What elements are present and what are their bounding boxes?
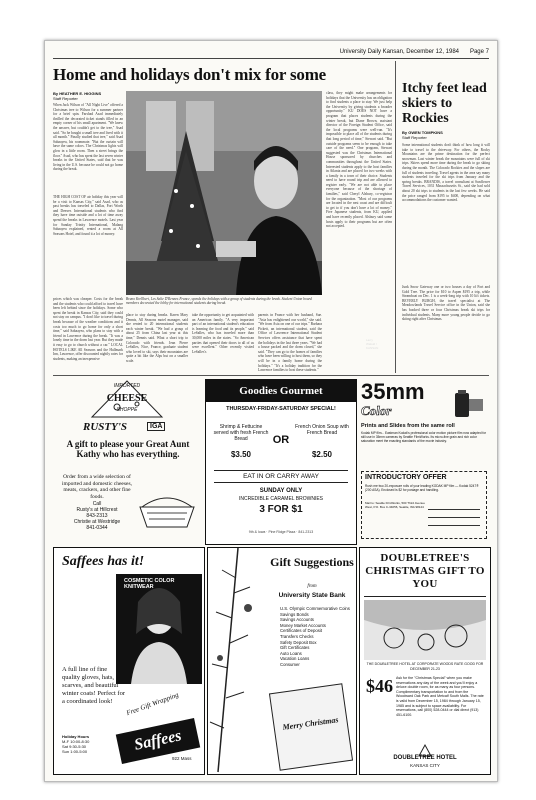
story-column-6: class, they might make arrangements for holidays that the University has an obligation to find students a place to stay. We just help the University by giving students a broader opportunity." KU DOES NOT have a program that places students during the winter break, but Diane Brown, assistant director of the Foreign Student Office, said the local programs were well-run. "It's impossible to place all of the students during that long period of time," Stewart said. "But outside programs seem to be enough to take care of the need." One program, Stewart suggested was the Christmas International House sponsored by churches and communities throughout the United States. Interested students apply to the host families in Atlanta and are placed for two weeks with a family in a town of their choice. Students need to have round trip and are allowed to register early. "We are not able to place everyone because of the shortage of families," said Cheryl Alsbury, co-registrar for the organization. "Most of our programs are located in the east coast and are difficult to get to if you don't have a lot of money." Five Japanese students, from KU, applied and have recently placed. Alsbury said some hosts apply to their programs but are often not accepted.: [326, 91, 392, 229]
saffees-free: Free Gift Wrapping: [125, 690, 180, 718]
main-byline: [53, 91, 123, 101]
cheese-headline: A gift to please your Great Aunt Kathy who has everything.: [66, 439, 190, 459]
goodies-item1: Shrimp & Fettucine served with fresh French Bread: [213, 424, 269, 442]
photo-caption: Bruno Krellbert, Les Salte D'Rennes France, spends the holidays with a group of students during the break. Student Union board members decorated the lobby for international students during break.: [126, 297, 312, 306]
goodies-address: 9th & Iowa · Pine Ridge Plaza · 841-2313: [248, 530, 314, 534]
byline-author: By HEATHER E. HIGGINS: [53, 91, 102, 96]
doubletree-title: DOUBLETREE'S CHRISTMAS GIFT TO YOU: [364, 552, 486, 597]
side-headline: Itchy feet lead skiers to Rockies: [402, 81, 487, 126]
bank-item: Gift Certificates: [280, 645, 310, 651]
bank-ad: [207, 547, 357, 775]
goodies-gourmet-ad: [205, 379, 357, 545]
iga-logo: IGA: [147, 422, 165, 431]
saffees-hours: [62, 734, 112, 754]
bank-items: [280, 606, 354, 668]
pine-branches-illustration: [208, 548, 272, 772]
film-tagline: Prints and Slides from the same roll: [361, 423, 455, 429]
bank-item: U.S. Olympic Commemorative Coins: [280, 606, 350, 611]
film-offer-body: Rush me two 20-exposure rolls of your leading KODAK MP film — Kodak 5247® (200 ASA). Enclosed is $2 for postage and handling.: [365, 484, 479, 492]
film-offer-title: INTRODUCTORY OFFER: [365, 474, 447, 481]
form-line-name[interactable]: [428, 502, 480, 510]
form-line-address[interactable]: [428, 510, 480, 518]
story-column-5: parents in France with her husband, Sue. "Asia has enlightened our world," she said. "We from Asia on one of our trips." Barbara Pickett, an international student, said the Office of Lawrence International Student Services offers assistance that have spent the holidays in the last three years. "We had a house packed and the dorm closed," she said. "They can go to the homes of families who have been willing to host them, so they will be in a family home during the holidays." "It's a holiday tradition for the Lawrence families to host these students.": [258, 313, 322, 373]
cheese-name: CHEESE: [106, 393, 148, 404]
header-page-number: Page 7: [469, 49, 489, 55]
doubletree-city: KANSAS CITY: [410, 763, 440, 768]
film-ad: [359, 379, 489, 543]
newspaper-page: [44, 40, 498, 782]
side-byline-role: Staff Reporter: [402, 135, 427, 140]
saffees-ad: [53, 547, 205, 775]
goodies-item2: French Onion Soup with French Bread: [295, 424, 349, 436]
bank-item: Vacation Loans: [280, 656, 310, 662]
photo-illustration: [126, 91, 322, 295]
cheese-body: Order from a wide selection of imported and domestic cheeses, meats, crackers, and other fine foods.: [62, 474, 132, 500]
hours-title: Holiday Hours: [62, 734, 90, 739]
form-line-city[interactable]: [428, 518, 480, 526]
bank-name: University State Bank: [278, 592, 346, 599]
goodies-eat: EAT IN OR CARRY AWAY: [214, 470, 348, 483]
cheese-call: Call: [92, 501, 102, 507]
cheese-phone1: 843-2313: [86, 513, 108, 519]
card-greeting: Merry Christmas: [282, 715, 339, 732]
hours-sunday: Sun 1:00-5:00: [62, 749, 88, 754]
byline-role: Staff Reporter: [53, 96, 78, 101]
film-canister-icon: [451, 387, 485, 421]
film-color: Color: [361, 403, 392, 418]
column-rule: [395, 61, 396, 373]
bank-item: Savings Accounts: [280, 617, 314, 623]
film-coupon[interactable]: [361, 471, 487, 539]
bank-item: Auto Loans: [280, 650, 302, 656]
christmas-decor-illustration: [364, 600, 486, 660]
doubletree-ad: [359, 547, 491, 775]
coupon-form-lines[interactable]: [428, 502, 480, 532]
doubletree-body: Ask for the "Christmas Special" when you make reservations any day of the week and you'll enjoy a deluxe double room, for as many as four persons. Complimentary transportation to and from the Woodward Oak Park and Metcalf South Malls. The rate is valid from December 15, 1984 through January 15, 1985 and is subject to space availability. For reservations, call (800) 528-0444 or dial direct (913) 451-6100.: [396, 676, 484, 717]
main-headline: Home and holidays don't mix for some: [53, 65, 327, 84]
rustys-logo: RUSTY'S: [83, 421, 128, 433]
bank-from: from: [307, 584, 317, 589]
goodies-title: Goodies Gourmet: [206, 380, 356, 402]
bank-item: Money Market Accounts: [280, 622, 326, 628]
header-publication: University Daily Kansan, December 12, 1984: [339, 49, 459, 55]
cheese-contact: [61, 501, 133, 531]
goodies-price1: $3.50: [230, 450, 252, 459]
page-header: [53, 49, 489, 59]
film-35mm: 35mm: [361, 379, 425, 404]
film-body: Kodak MP film... Eastman Kodak's professional color motion picture film now adapted for still use in 35mm cameras by Seattle FilmWorks. Its micro-fine grain and rich color saturation meet the exacting standards of the movie industry.: [361, 431, 487, 443]
cheese-shoppe-ad: [53, 379, 201, 543]
bank-item: Transfers Checks: [280, 633, 314, 639]
ornament-icon: [364, 600, 486, 660]
cheese-store1: Rusty's at Hillcrest: [76, 507, 118, 513]
story-column-4: take the opportunity to get acquainted with an American family. "A very important part of an international student's education is learning the food and its people," said LeSalles, who has traveled more than 30,000 miles in the states. "So American parties that opened their doors to all of us were excellent." Other recently visited LeSalles's: [192, 313, 254, 354]
cheese-top: IMPORTED: [113, 383, 141, 389]
film-address: Mail to: Seattle FilmWorks, 500 Third Avenue West, P.O. Box C-34056, Seattle, WA 98124: [365, 501, 425, 509]
bank-item: Savings Bonds: [280, 611, 309, 617]
story-column-1b: THE HIGH COST OF air holiday this year will be a visit to Kansas City," said Asad, who as past breaks has traveled to Dallas, Fort Worth and Denver. International students who find they have time outside and a lot of time away spend the breaks in Lawrence motels. Last year for Sunday Trinity International, Malang Sabaayea explained, rented a room at All Seasons Hotel, and found it a lot of money.: [53, 195, 123, 236]
goodies-sunday: SUNDAY ONLY: [259, 488, 303, 494]
side-story-body: Some international students don't think of how long it will take to travel to the driveway. For others, the Rocky Mountains are the prime destination for the perfect snowman. Last winter break the mountains were full of ski trips. Skiers spend more time during the break to go skiing during the month. The Colorado Rockies and the slopes are full of students traveling. Travel agents in the area say many students traveled for the ski trips from January and the spring breaks. BRANDIS, a travel consultant at Sunflower Travel Services, 1031 Massachusetts St., said she had sold about 20 ski trips to students in the last few weeks. He said the price ranged from $195 to $400, depending on what accommodations the customer wanted.: [402, 143, 490, 203]
side-byline-author: By GWEN TOMPKINS: [402, 130, 443, 135]
saffees-cosmetic: COSMETIC COLOR KNITWEAR: [124, 578, 175, 590]
goodies-price2: $2.50: [311, 450, 333, 459]
model-illustration: [116, 574, 202, 684]
side-byline: [402, 130, 492, 140]
goodies-deal: 3 FOR $1: [259, 504, 303, 515]
saffees-has-it: Saffees has it!: [62, 554, 145, 569]
ad-divider: [53, 375, 489, 376]
bank-item: Certificates of Deposit: [280, 628, 323, 634]
christmas-card: [269, 683, 353, 771]
doubletree-logo: DOUBLETREE HOTEL: [393, 755, 457, 761]
goodies-special: THURSDAY-FRIDAY-SATURDAY SPECIAL!: [226, 406, 336, 412]
hours-saturday: Sat 9:30-5:30: [62, 744, 87, 749]
bank-item: Safety Deposit Box: [280, 639, 317, 645]
story-column-3: place to stay during breaks. Karen Mary Dennis, All Seasons motel manager, said she rented to 20 international students each winter break. "We had a group of about 25 from China last year at this time," Dennis said. What a short trip to Colorado with friends. Jean Pierre LeSalles, Nice, France, graduate student who loved to ski, says their mountains are quite a bit like the Alps but on a smaller scale.: [126, 313, 188, 363]
photo-credit: Larry Wafeld / KANSAN: [366, 338, 379, 350]
doubletree-sub: THE DOUBLETREE HOTEL AT CORPORATE WOODS RATE GOOD FOR DECEMBER 21-23: [366, 662, 484, 671]
doubletree-price: $46: [366, 676, 393, 696]
saffees-logo: Saffees: [116, 718, 200, 764]
side-story-continued: Junk Snow Gateway one or two houses a day of Fort and Gold Tree. The price for $10 to Aspen $195 a trip, while Steamboat on Dec. 1 is a week-long trip with 10 lift tickets. BEVERLY BURGH, the travel specialist at The Meadowlands Travel Service office in the Union, said she has booked three or four Christmas break ski trips for individual students. Many more young people decide to go skiing right after Christmas.: [402, 285, 490, 322]
gift-basket-icon: [137, 489, 197, 529]
saffees-desc: A full line of fine quality gloves, hats, scarves, and beautiful winter coats! Perfect for a coordinated look!: [62, 666, 125, 705]
bank-item: Consumer: [280, 661, 300, 667]
cheese-store2: Christie at Westridge: [73, 519, 121, 525]
story-column-1: When Jack Wilson of "All Night Live" offered a Christmas tree to Wilson for a summer partner for a brief spin. Farshad Asad immediately thrilled the decorated ticket stands filled in an empty corner of his small apartment. "We knew the answer, but couldn't get to the tree," Asad said. "So he bought a small tree and lived with it all month." Finally studied that tree," said Asad Sabaayea, his roommate. "But the curtain will have the same colors. The Christmas lights will glow in a little room. Then a street brings the floor." Asad, who has spent the last seven winter breaks in the United States, said that he was living in the U.S. because he could not go home during the break.: [53, 103, 123, 172]
cheese-bottom: SHOPPE: [116, 407, 138, 413]
bank-title: Gift Suggestions: [270, 555, 354, 569]
hours-weekday: M-F 10:00-8:30: [62, 739, 90, 744]
cheese-phone2: 841-0344: [86, 525, 108, 531]
story-column-2: prices which was cheaper. Costs for the break and the students who could afford to travel have been left behind since the holidays. Some who spent the break in Kansas City, said they could not stay on campus. "I don't like to travel during break because of the weather conditions and it costs too much to go home for only a short time," said Sabaayea, who plans to stay with a friend in Lawrence during the break. "It was a lonely time in the dorm last year. But they made it easy to go to church without a car." LOCAL HOTELS LIKE All Seasons and the Hallmark Inn, Lawrence, offer discounted nightly rates for students, making an inexpensive: [53, 297, 123, 361]
goodies-brownie: INCREDIBLE CARAMEL BROWNIES: [239, 496, 323, 502]
saffees-address: 922 Mass: [172, 756, 192, 761]
goodies-or: OR: [272, 434, 290, 446]
